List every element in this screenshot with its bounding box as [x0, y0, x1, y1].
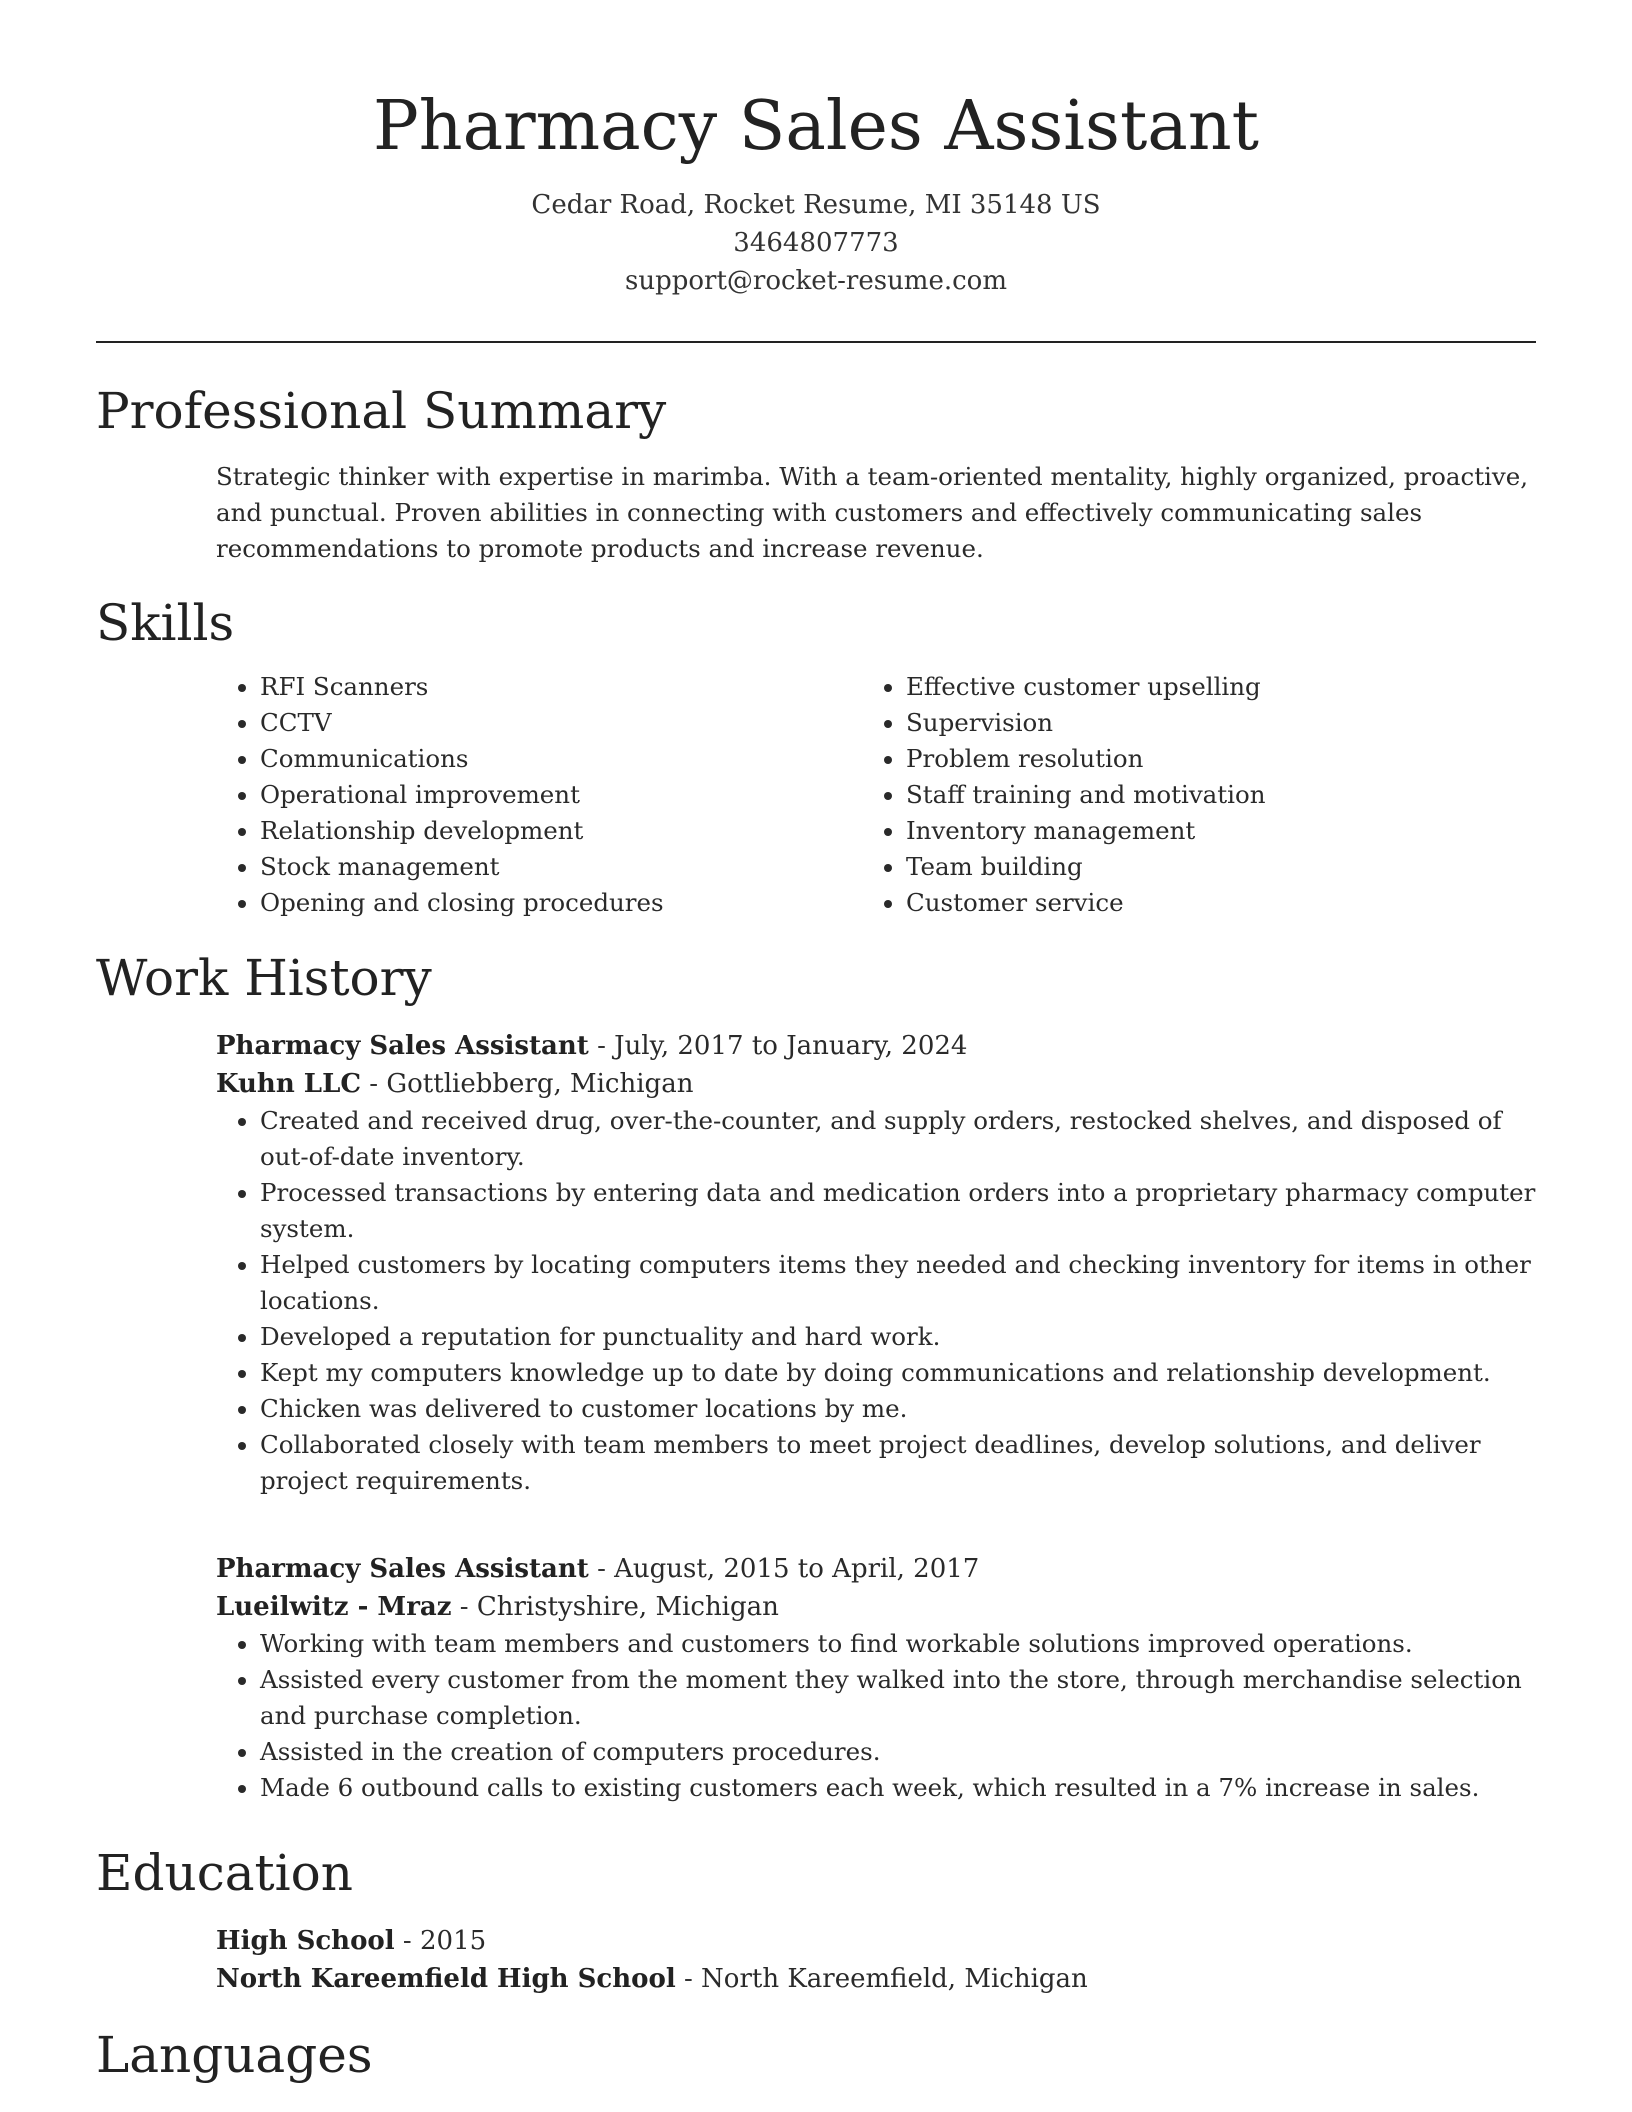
- contact-info: [0, 186, 1632, 300]
- section-title-work-history: Work History: [96, 949, 432, 1007]
- separator: -: [394, 1926, 420, 1956]
- education-degree: High School: [216, 1926, 395, 1956]
- job-entry: [216, 1550, 1536, 1806]
- summary-text: Strategic thinker with expertise in marimba. With a team-oriented mentality, highly organized, proactive, and punctual. Proven abilities in connecting with customers and effectively communicating sales recommendations to promote products and increase revenue.: [216, 462, 1529, 563]
- skill-item: • Stock management: [260, 849, 856, 885]
- skill-item: • Inventory management: [906, 813, 1502, 849]
- skill-item: • Team building: [906, 849, 1502, 885]
- education-entry: [216, 1922, 1536, 1998]
- job-location: Gottliebberg, Michigan: [386, 1069, 694, 1099]
- separator: -: [588, 1031, 615, 1061]
- education-school: North Kareemfield High School: [216, 1964, 676, 1994]
- skill-item: • CCTV: [260, 705, 856, 741]
- skill-item: • Communications: [260, 741, 856, 777]
- skill-item: • Effective customer upselling: [906, 669, 1502, 705]
- education-location: North Kareemfield, Michigan: [701, 1964, 1088, 1994]
- job-location: Christyshire, Michigan: [476, 1592, 779, 1622]
- job-bullet: • Processed transactions by entering data and medication orders into a proprietary pharmacy computer system.: [260, 1175, 1536, 1247]
- education-heading: [216, 1922, 1536, 1960]
- separator: -: [675, 1964, 702, 1994]
- job-bullet: • Made 6 outbound calls to existing customers each week, which resulted in a 7% increase in sales.: [260, 1770, 1536, 1806]
- skill-item: • Operational improvement: [260, 777, 856, 813]
- job-role: Pharmacy Sales Assistant: [216, 1554, 589, 1584]
- section-title-education: Education: [96, 1844, 353, 1902]
- education-year: 2015: [419, 1926, 487, 1956]
- job-bullet: • Working with team members and customers to find workable solutions improved operations.: [260, 1626, 1536, 1662]
- separator: -: [361, 1069, 387, 1099]
- skill-item: • Supervision: [906, 705, 1502, 741]
- contact-email: support@rocket-resume.com: [624, 266, 1007, 296]
- skill-item: • Customer service: [906, 885, 1502, 921]
- summary-section: [216, 459, 1536, 567]
- job-bullet: • Kept my computers knowledge up to date by doing communications and relationship development.: [260, 1355, 1536, 1391]
- section-title-summary: Professional Summary: [96, 382, 667, 440]
- job-bullet: • Collaborated closely with team members to meet project deadlines, develop solutions, and deliver project requirements.: [260, 1427, 1536, 1499]
- job-heading: [216, 1027, 1536, 1065]
- job-heading: [216, 1550, 1536, 1588]
- separator: -: [588, 1554, 615, 1584]
- job-bullet: • Created and received drug, over-the-counter, and supply orders, restocked shelves, and disposed of out-of-date inventory.: [260, 1103, 1536, 1175]
- separator: -: [451, 1592, 477, 1622]
- job-employer: [216, 1065, 1536, 1103]
- job-company: Lueilwitz - Mraz: [216, 1592, 452, 1622]
- contact-address: Cedar Road, Rocket Resume, MI 35148 US: [531, 190, 1101, 220]
- job-employer: [216, 1588, 1536, 1626]
- job-bullets: [216, 1626, 1536, 1806]
- job-bullet: • Helped customers by locating computers items they needed and checking inventory for items in other locations.: [260, 1247, 1536, 1319]
- resume-header: [0, 0, 1632, 300]
- section-title-languages: Languages: [96, 2026, 373, 2084]
- job-bullet: • Developed a reputation for punctuality and hard work.: [260, 1319, 1536, 1355]
- job-dates: July, 2017 to January, 2024: [614, 1031, 968, 1061]
- job-dates: August, 2015 to April, 2017: [614, 1554, 980, 1584]
- job-bullets: [216, 1103, 1536, 1499]
- skill-item: • Problem resolution: [906, 741, 1502, 777]
- section-title-skills: Skills: [96, 594, 235, 652]
- skills-column-right: [862, 669, 1502, 921]
- job-company: Kuhn LLC: [216, 1069, 362, 1099]
- job-bullet: • Assisted every customer from the moment they walked into the store, through merchandise selection and purchase completion.: [260, 1662, 1536, 1734]
- job-bullet: • Chicken was delivered to customer locations by me.: [260, 1391, 1536, 1427]
- skill-item: • Opening and closing procedures: [260, 885, 856, 921]
- education-school-line: [216, 1960, 1536, 1998]
- skill-item: • Relationship development: [260, 813, 856, 849]
- job-bullet: • Assisted in the creation of computers procedures.: [260, 1734, 1536, 1770]
- contact-phone: 3464807773: [733, 228, 899, 258]
- skill-item: • Staff training and motivation: [906, 777, 1502, 813]
- header-divider: [96, 341, 1536, 343]
- candidate-name: Pharmacy Sales Assistant: [373, 87, 1259, 166]
- job-entry: [216, 1027, 1536, 1499]
- skills-column-left: [216, 669, 856, 921]
- job-role: Pharmacy Sales Assistant: [216, 1031, 589, 1061]
- skill-item: • RFI Scanners: [260, 669, 856, 705]
